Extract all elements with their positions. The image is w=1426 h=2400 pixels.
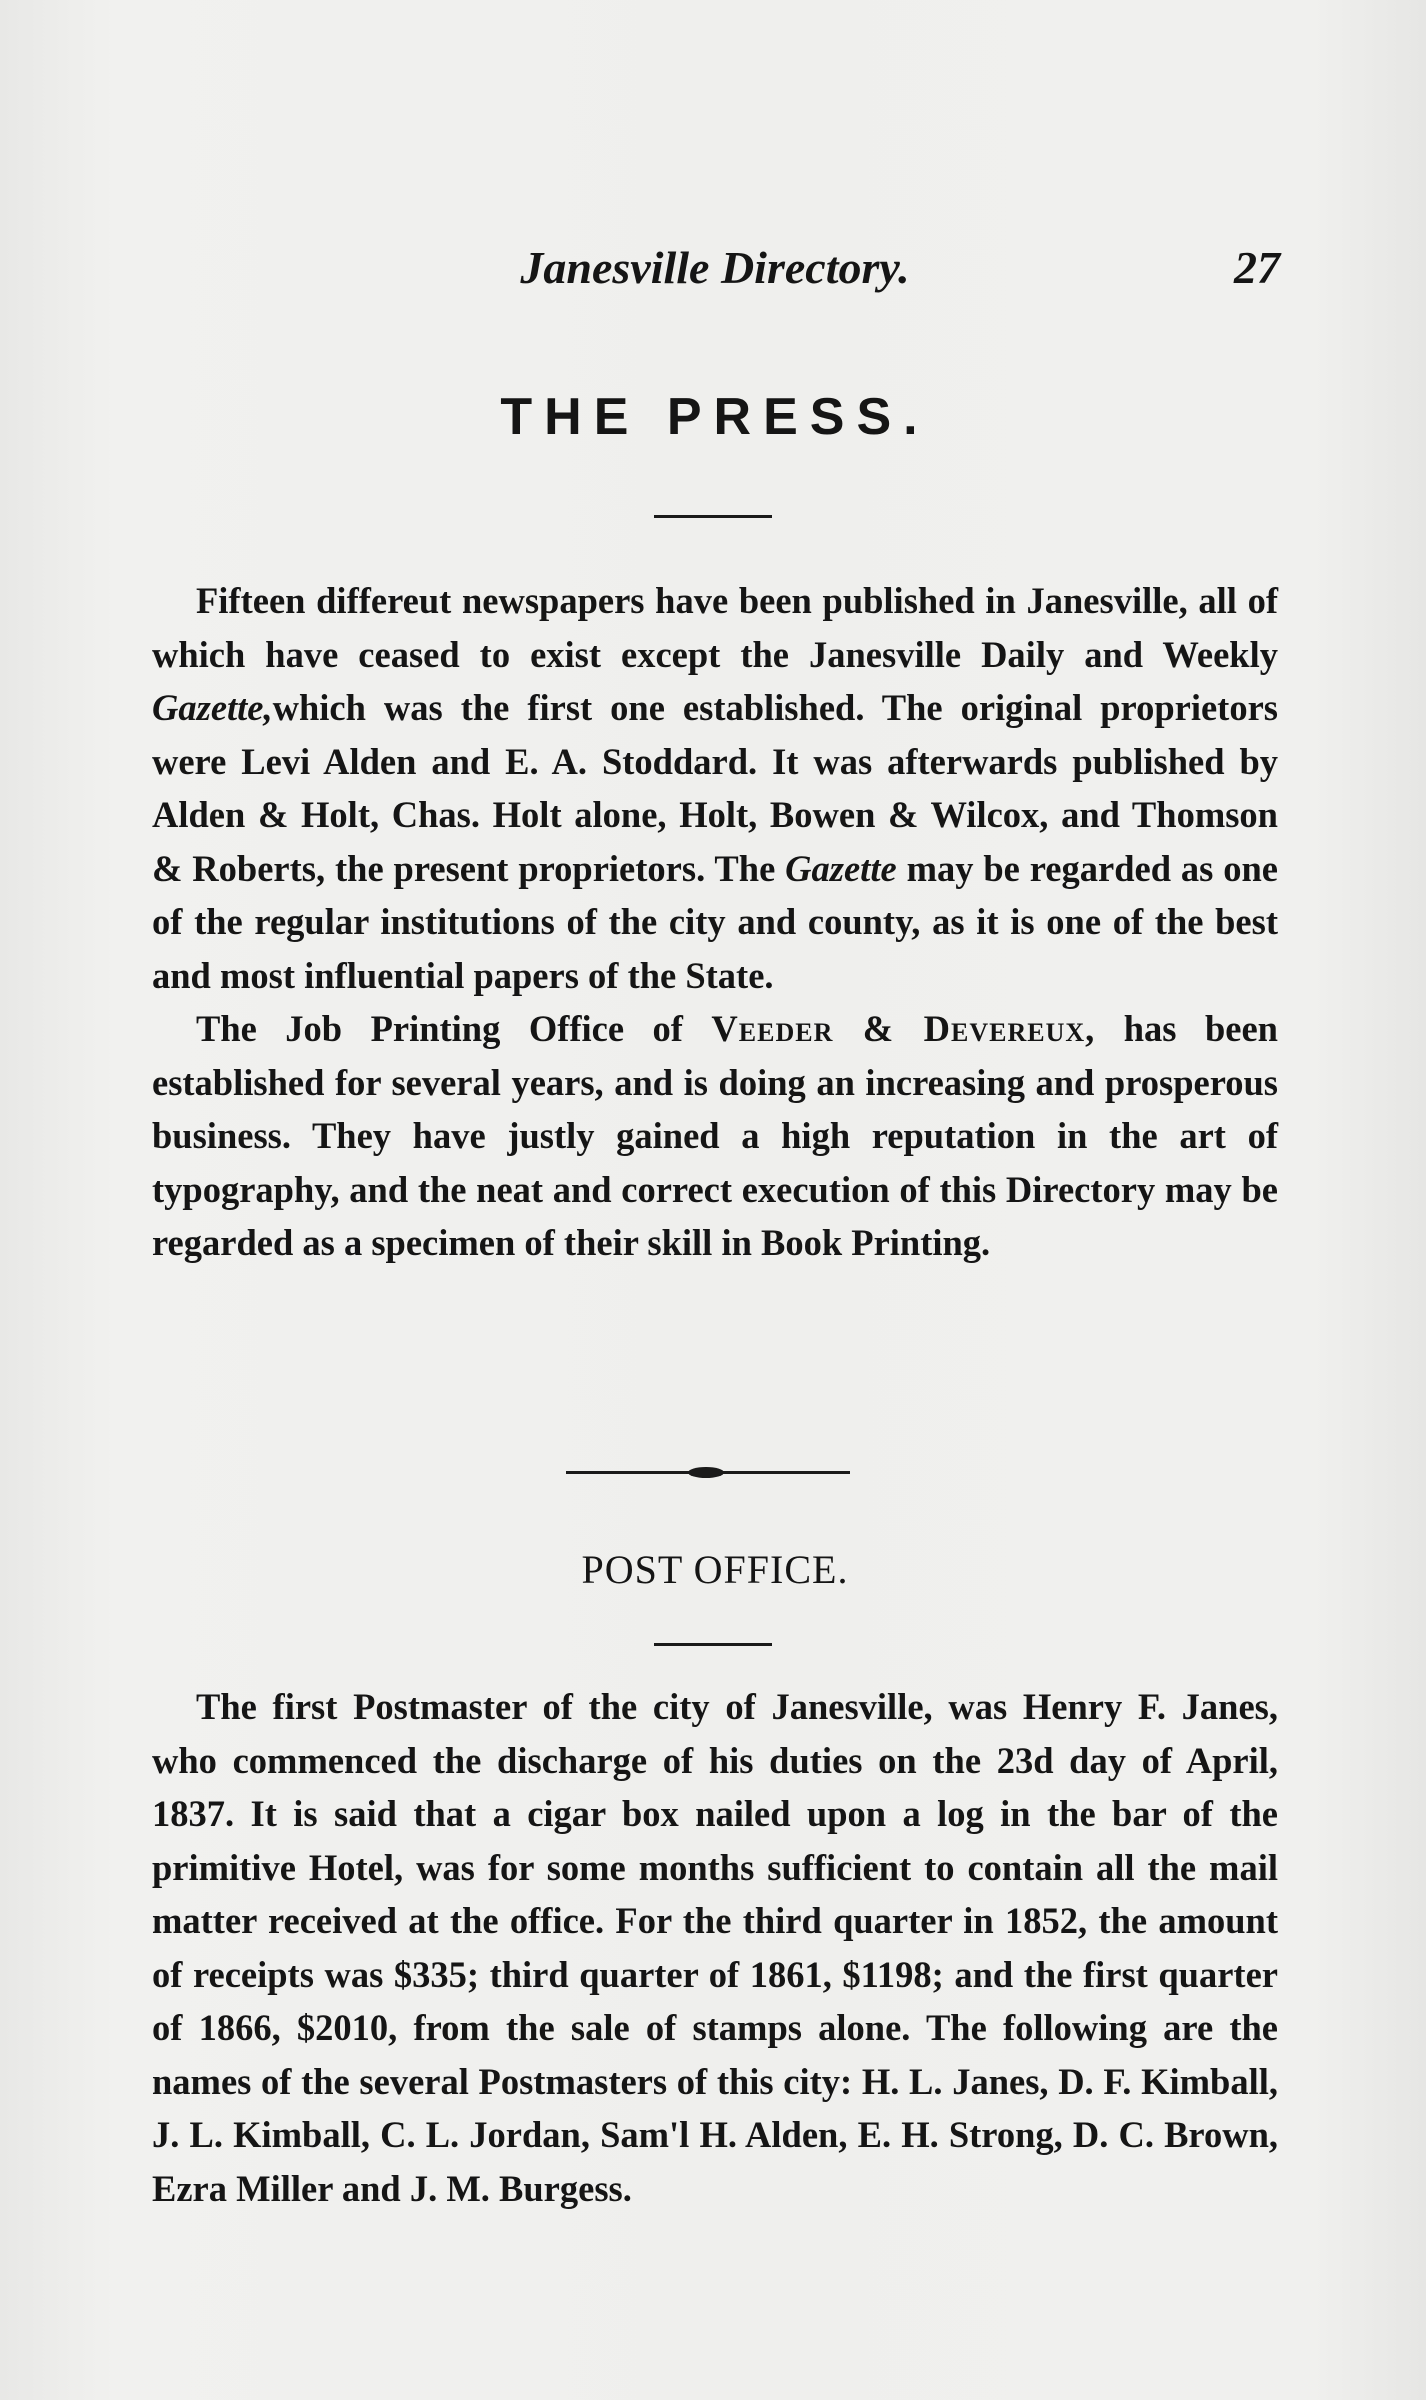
title-rule-press bbox=[654, 515, 772, 518]
post-office-paragraph: The first Postmaster of the city of Janesville, was Henry F. Janes, who commenced the discharge of his duties on the 23d day of April, 1837. It is said that a cigar box nailed upon a log in the bar of the primitive Hotel, was for some months sufficient to contain all the mail matter received at the office. For the third quarter in 1852, the amount of receipts was $335; third quarter of 1861, $1198; and the first quarter of 1866, $2010, from the sale of stamps alone. The following are the names of the several Postmasters of this city: H. L. Janes, D. F. Kimball, J. L. Kimball, C. L. Jordan, Sam'l H. Alden, E. H. Strong, D. C. Brown, Ezra Miller and J. M. Burgess. bbox=[152, 1686, 1278, 2209]
running-title: Janesville Directory. bbox=[520, 242, 910, 293]
press-paragraph-2 bbox=[152, 1002, 1278, 1270]
section-title-post-office: POST OFFICE. bbox=[581, 1547, 849, 1592]
press-p2-text-1: The Job Printing Office of bbox=[196, 1008, 712, 1049]
press-paragraph-1 bbox=[152, 574, 1278, 1002]
page-number: 27 bbox=[1234, 242, 1280, 293]
press-p1-text-3: may be regarded as one of the regular institutions of the city and county, as it is one of the best and most influential papers of the State. bbox=[152, 847, 1278, 996]
gazette-title-2: Gazette bbox=[785, 847, 897, 889]
section-title-the-press: THE PRESS. bbox=[500, 388, 930, 446]
press-body bbox=[152, 574, 1278, 1270]
firm-name: Veeder & Devereux, bbox=[711, 1008, 1096, 1049]
section-divider-ornament bbox=[566, 1466, 850, 1480]
press-p1-text-1: Fifteen differeut newspapers have been published in Janesville, all of which have ceased to exist except the Janesville Daily and Weekly bbox=[152, 580, 1278, 675]
press-p2-text-2: has been established for several years, and is doing an increasing and prosperous business. They have justly gained a high reputation in the art of typography, and the neat and correct execution of this Directory may be regarded as a specimen of their skill in Book Printing. bbox=[152, 1008, 1278, 1263]
post-office-body bbox=[152, 1680, 1278, 2215]
title-rule-post-office bbox=[654, 1643, 772, 1646]
press-p1-text-2: which was the first one established. The original proprietors were Levi Alden and E. A. Stoddard. It was afterwards published by Alden & Holt, Chas. Holt alone, Holt, Bowen & Wilcox, and Thomson & Roberts, the present proprietors. The bbox=[152, 687, 1278, 889]
gazette-title: Gazette, bbox=[152, 687, 273, 728]
page-header bbox=[150, 236, 1280, 300]
